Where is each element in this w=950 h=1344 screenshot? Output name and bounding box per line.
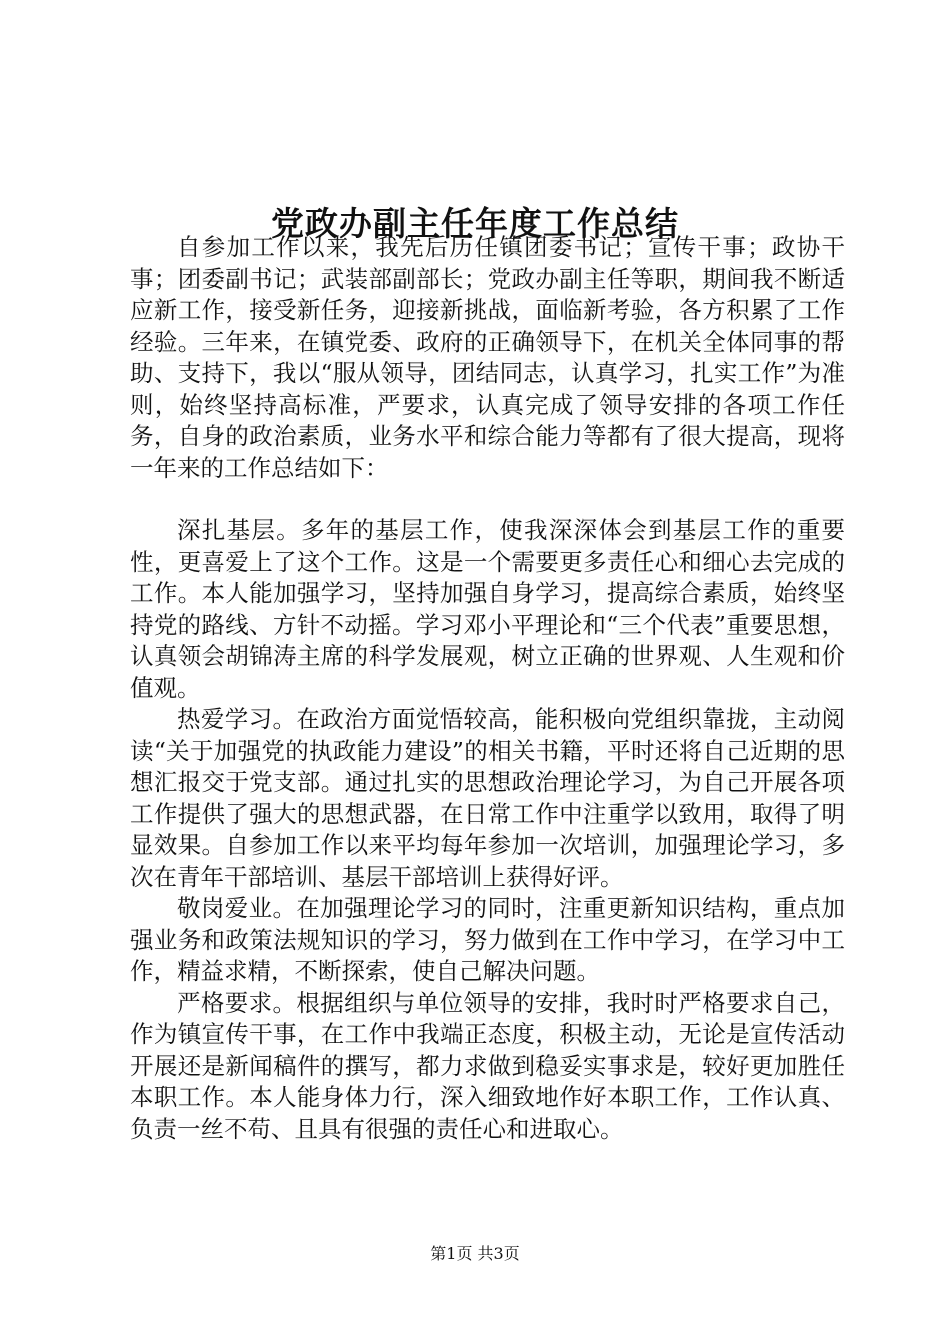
page-number: 第1页 共3页	[430, 1244, 520, 1263]
paragraph-discipline: 严格要求。根据组织与单位领导的安排，我时时严格要求自己，作为镇宣传干事，在工作中我端正态度，积极主动，无论是宣传活动开展还是新闻稿件的撰写，都力求做到稳妥实事求是，较好更加胜任本职工作。本人能身体力行，深入细致地作好本职工作，工作认真、负责一丝不苟、且具有很强的责任心和进取心。	[130, 988, 845, 1143]
document-body	[130, 232, 845, 1145]
paragraph-intro: 自参加工作以来，我先后历任镇团委书记；宣传干事；政协干事；团委副书记；武装部副部长；党政办副主任等职，期间我不断适应新工作，接受新任务，迎接新挑战，面临新考验，各方积累了工作经验。三年来，在镇党委、政府的正确领导下，在机关全体同事的帮助、支持下，我以“服从领导，团结同志，认真学习，扎实工作”为准则，始终坚持高标准，严要求，认真完成了领导安排的各项工作任务，自身的政治素质，业务水平和综合能力等都有了很大提高，现将一年来的工作总结如下：	[130, 233, 845, 482]
paragraph-study: 热爱学习。在政治方面觉悟较高，能积极向党组织靠拢，主动阅读“关于加强党的执政能力建设”的相关书籍，平时还将自己近期的思想汇报交于党支部。通过扎实的思想政治理论学习，为自己开展各项工作提供了强大的思想武器，在日常工作中注重学以致用，取得了明显效果。自参加工作以来平均每年参加一次培训，加强理论学习，多次在青年干部培训、基层干部培训上获得好评。	[130, 705, 845, 891]
paragraph-dedication: 敬岗爱业。在加强理论学习的同时，注重更新知识结构，重点加强业务和政策法规知识的学习，努力做到在工作中学习，在学习中工作，精益求精，不断探索，使自己解决问题。	[130, 894, 845, 985]
paragraph-grassroots: 深扎基层。多年的基层工作，使我深深体会到基层工作的重要性，更喜爱上了这个工作。这是一个需要更多责任心和细心去完成的工作。本人能加强学习，坚持加强自身学习，提高综合素质，始终坚持党的路线、方针不动摇。学习邓小平理论和“三个代表”重要思想，认真领会胡锦涛主席的科学发展观，树立正确的世界观、人生观和价值观。	[130, 516, 845, 702]
document-title: 党政办副主任年度工作总结	[271, 204, 679, 244]
